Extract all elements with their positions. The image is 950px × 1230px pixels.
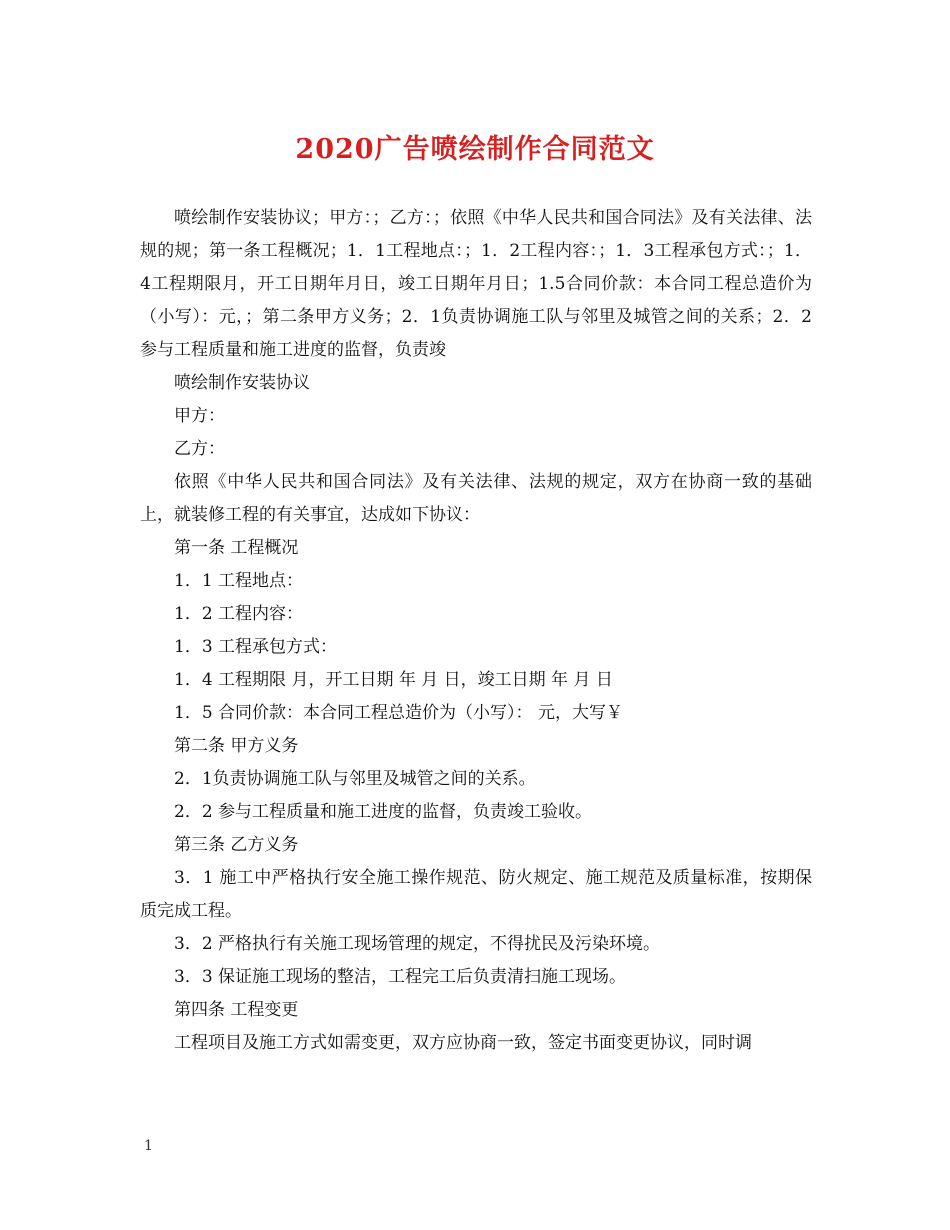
document-body	[140, 202, 812, 1060]
intro-summary-paragraph: 喷绘制作安装协议；甲方：；乙方：；依照《中华人民共和国合同法》及有关法律、法规的规；第一条工程概况；1．1工程地点：；1．2工程内容：；1．3工程承包方式：；1．4工程期限月，开工日期年月日，竣工日期年月日；1.5合同价款：本合同工程总造价为（小写）：元，；第二条甲方义务；2．1负责协调施工队与邻里及城管之间的关系；2．2参与工程质量和施工进度的监督，负责竣	[140, 208, 812, 360]
clause-3-2: 3．2 严格执行有关施工现场管理的规定，不得扰民及污染环境。	[174, 934, 661, 954]
clause-3-1: 3．1 施工中严格执行安全施工操作规范、防火规定、施工规范及质量标准，按期保质完成工程。	[140, 868, 812, 921]
clause-2-1: 2．1负责协调施工队与邻里及城管之间的关系。	[174, 769, 536, 789]
clause-1-2: 1．2 工程内容：	[174, 604, 304, 624]
article-3-heading: 第三条 乙方义务	[174, 835, 299, 855]
clause-1-3: 1．3 工程承包方式：	[174, 637, 338, 657]
clause-1-4: 1．4 工程期限 月，开工日期 年 月 日，竣工日期 年 月 日	[174, 670, 613, 690]
preamble-paragraph: 依照《中华人民共和国合同法》及有关法律、法规的规定，双方在协商一致的基础上，就装修工程的有关事宜，达成如下协议：	[140, 472, 812, 525]
page-number: 1	[144, 1138, 153, 1154]
article-1-heading: 第一条 工程概况	[174, 538, 299, 558]
party-a-line: 甲方：	[174, 406, 225, 426]
clause-1-1: 1．1 工程地点：	[174, 571, 304, 591]
agreement-heading: 喷绘制作安装协议	[174, 373, 310, 393]
clause-3-3: 3．3 保证施工现场的整洁，工程完工后负责清扫施工现场。	[174, 967, 627, 987]
document-title: 2020广告喷绘制作合同范文	[295, 134, 655, 165]
party-b-line: 乙方：	[174, 439, 225, 459]
clause-2-2: 2．2 参与工程质量和施工进度的监督，负责竣工验收。	[174, 802, 593, 822]
article-4-paragraph: 工程项目及施工方式如需变更，双方应协商一致，签定书面变更协议，同时调	[174, 1033, 752, 1053]
article-4-heading: 第四条 工程变更	[174, 1000, 299, 1020]
clause-1-5: 1．5 合同价款：本合同工程总造价为（小写）： 元，大写￥	[174, 703, 623, 723]
article-2-heading: 第二条 甲方义务	[174, 736, 299, 756]
